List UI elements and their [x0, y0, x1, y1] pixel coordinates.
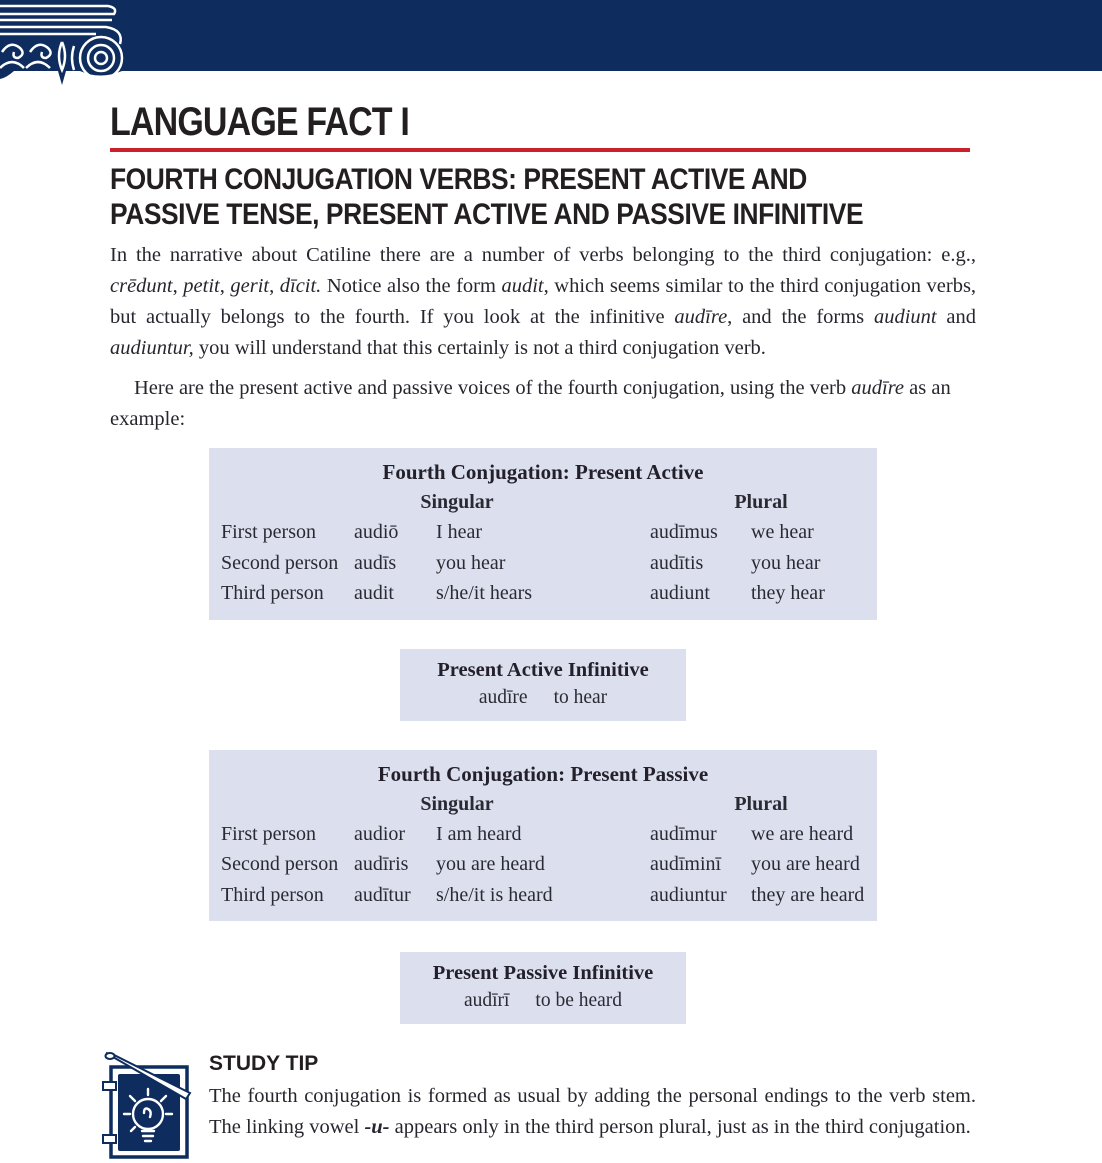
person-label: First person	[221, 822, 316, 845]
sg-latin: audītur	[354, 883, 411, 906]
table-row	[209, 880, 877, 911]
pl-latin: audīminī	[650, 853, 722, 875]
present-active-infinitive-box	[400, 649, 686, 721]
pl-latin: audīmus	[650, 521, 718, 543]
sg-latin: audiō	[354, 521, 399, 543]
sg-english: s/he/it hears	[436, 582, 533, 604]
sg-english: you are heard	[436, 853, 545, 875]
section-title-line-1: FOURTH CONJUGATION VERBS: PRESENT ACTIVE AND	[110, 163, 807, 196]
pl-english: we hear	[751, 521, 814, 543]
study-tip-lightbulb-icon	[98, 1051, 194, 1163]
person-label: Second person	[221, 853, 339, 875]
section-title	[110, 162, 976, 232]
study-tip-body: The fourth conjugation is formed as usual by adding the personal endings to the verb stem. The linking vowel -u- appears only in the third person plural, just as in the third conjugation.	[209, 1085, 976, 1138]
plural-header: Plural	[734, 491, 788, 513]
present-passive-infinitive-box	[400, 952, 686, 1024]
study-tip-section	[110, 1051, 976, 1163]
intro-paragraph: In the narrative about Catiline there are a number of verbs belonging to the third conjugation: e.g., crēdunt, petit, gerit, dīcit. Notice also the form audit, which seems similar to the third conjugation verbs, but actually belongs to the fourth. If you look at the infinitive audīre, and the forms audiunt and audiuntur, you will understand that this certainly is not a third conjugation verb.	[110, 244, 977, 359]
person-label: Third person	[221, 582, 324, 604]
singular-header: Singular	[420, 792, 494, 815]
table-number-headers	[209, 789, 877, 819]
table-row	[209, 849, 877, 880]
table-row	[209, 578, 877, 609]
present-passive-table	[209, 750, 877, 922]
pl-latin: audītis	[650, 551, 704, 574]
section-title-line-2: PASSIVE TENSE, PRESENT ACTIVE AND PASSIVE INFINITIVE	[110, 198, 864, 231]
singular-header: Singular	[420, 491, 494, 513]
plural-header: Plural	[734, 792, 788, 815]
table-title: Fourth Conjugation: Present Active	[382, 460, 704, 484]
pl-english: you are heard	[751, 853, 860, 875]
infinitive-title: Present Passive Infinitive	[432, 962, 654, 984]
pl-english: they hear	[751, 582, 825, 604]
logo-backdrop	[0, 0, 132, 71]
present-active-table	[209, 448, 877, 620]
infinitive-forms	[400, 987, 686, 1014]
sg-english: you hear	[436, 551, 506, 574]
title-underline-rule	[110, 148, 970, 152]
table-row	[209, 517, 877, 548]
infinitive-english: to be heard	[535, 990, 623, 1011]
sg-latin: audīris	[354, 853, 409, 875]
study-tip-text	[209, 1051, 976, 1163]
table-row	[209, 819, 877, 850]
person-label: Second person	[221, 551, 339, 574]
sg-latin: audit	[354, 582, 394, 604]
pl-english: we are heard	[751, 822, 854, 845]
study-tip-heading: STUDY TIP	[209, 1052, 319, 1075]
person-label: First person	[221, 521, 316, 543]
infinitive-english: to hear	[553, 686, 608, 708]
sg-english: s/he/it is heard	[436, 883, 553, 906]
infinitive-latin: audīre	[478, 686, 528, 708]
page-content	[110, 100, 976, 1163]
infinitive-forms	[400, 684, 686, 711]
top-navy-band	[0, 0, 1102, 71]
infinitive-title: Present Active Infinitive	[437, 658, 649, 681]
sg-english: I am heard	[436, 822, 522, 845]
person-label: Third person	[221, 883, 324, 906]
pl-latin: audīmur	[650, 822, 717, 845]
page-title: LANGUAGE FACT I	[110, 100, 409, 144]
table-row	[209, 548, 877, 579]
pl-latin: audiuntur	[650, 883, 727, 906]
sg-english: I hear	[436, 521, 483, 543]
table-title: Fourth Conjugation: Present Passive	[377, 761, 709, 786]
pl-english: you hear	[751, 551, 821, 574]
infinitive-latin: audīrī	[463, 990, 510, 1011]
pl-english: they are heard	[751, 883, 865, 906]
sg-latin: audīs	[354, 551, 397, 574]
lead-in-paragraph: Here are the present active and passive voices of the fourth conjugation, using the verb audīre as an example:	[110, 377, 951, 430]
sg-latin: audior	[354, 822, 406, 845]
table-number-headers	[209, 487, 877, 517]
pl-latin: audiunt	[650, 582, 710, 604]
ionic-column-capital-icon	[0, 0, 132, 88]
